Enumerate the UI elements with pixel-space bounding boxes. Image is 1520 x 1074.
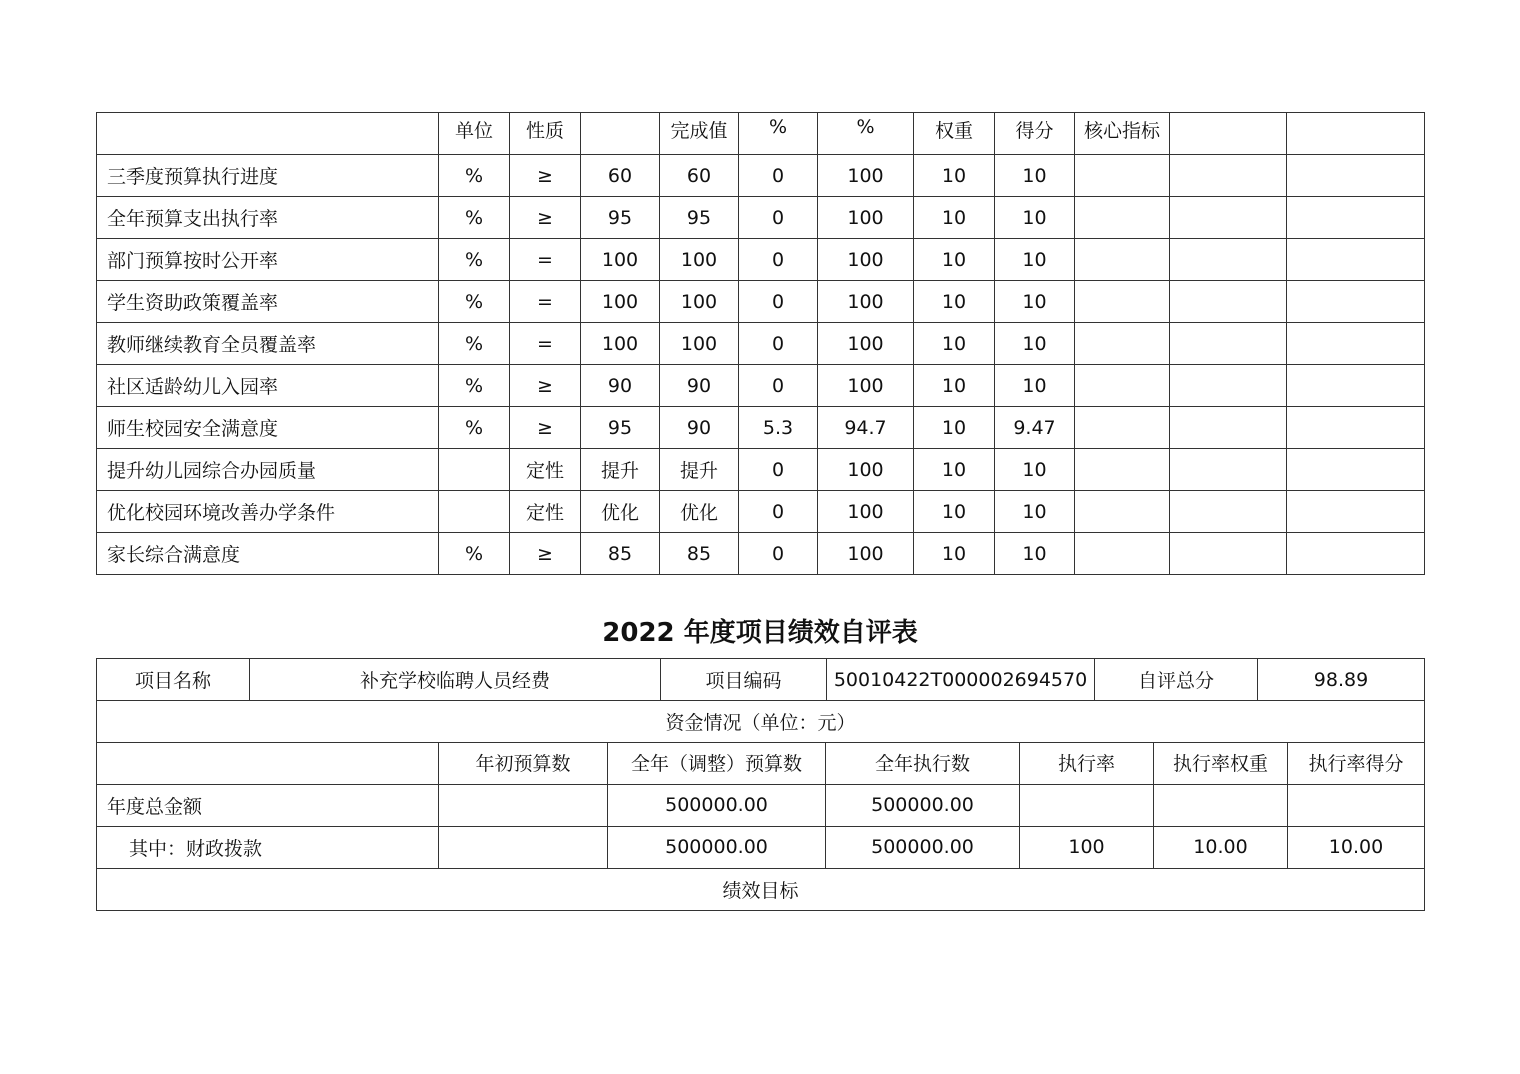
indicator-cell: 100	[818, 533, 914, 575]
indicator-cell: 10	[995, 239, 1075, 281]
indicator-cell: 10	[995, 449, 1075, 491]
indicator-cell	[1170, 533, 1287, 575]
indicator-cell: 10	[995, 491, 1075, 533]
indicator-cell: 90	[581, 365, 660, 407]
indicator-table	[96, 112, 1425, 575]
indicator-cell: 60	[660, 155, 739, 197]
indicator-cell: %	[439, 197, 510, 239]
indicator-cell: 10	[914, 281, 995, 323]
indicator-cell	[1287, 281, 1425, 323]
indicator-cell	[1170, 155, 1287, 197]
funds-cell: 10.00	[1154, 826, 1288, 868]
funds-cell	[1288, 784, 1425, 826]
indicator-cell: 10	[995, 533, 1075, 575]
indicator-cell	[1075, 449, 1170, 491]
indicator-cell	[1287, 491, 1425, 533]
indicator-cell	[1075, 365, 1170, 407]
funds-cell: 10.00	[1288, 826, 1425, 868]
indicator-cell: 10	[995, 281, 1075, 323]
project-code-value: 50010422T000002694570	[827, 659, 1095, 701]
indicator-cell: 100	[818, 365, 914, 407]
indicator-cell: ≥	[510, 407, 581, 449]
indicator-cell	[1075, 155, 1170, 197]
indicator-cell: 优化	[581, 491, 660, 533]
indicator-cell: 100	[660, 281, 739, 323]
indicator-cell: 0	[739, 365, 818, 407]
funds-cell	[439, 826, 608, 868]
indicator-cell: 0	[739, 197, 818, 239]
indicator-cell: 100	[818, 197, 914, 239]
indicator-cell	[1287, 197, 1425, 239]
indicator-cell: 0	[739, 533, 818, 575]
indicator-cell: 提升	[581, 449, 660, 491]
indicator-cell	[1075, 533, 1170, 575]
project-code-label: 项目编码	[661, 659, 827, 701]
indicator-row	[97, 197, 1425, 239]
indicator-cell: 95	[581, 407, 660, 449]
header-cell	[1287, 113, 1425, 155]
indicator-cell: 100	[581, 239, 660, 281]
indicator-cell: 0	[739, 155, 818, 197]
indicator-cell	[1287, 323, 1425, 365]
funds-header-cell: 执行率权重	[1154, 742, 1288, 784]
indicator-name: 师生校园安全满意度	[97, 407, 439, 449]
indicator-cell: 5.3	[739, 407, 818, 449]
header-cell: 核心指标	[1075, 113, 1170, 155]
goals-heading-row	[97, 868, 1425, 910]
indicator-row	[97, 239, 1425, 281]
funds-cell: 500000.00	[608, 784, 826, 826]
indicator-cell	[1170, 407, 1287, 449]
indicator-row	[97, 365, 1425, 407]
indicator-cell: 定性	[510, 449, 581, 491]
indicator-cell: 10	[914, 449, 995, 491]
funds-header-row	[97, 742, 1425, 784]
indicator-cell: 100	[581, 281, 660, 323]
indicator-cell: 10	[914, 323, 995, 365]
funds-heading-row	[97, 701, 1425, 743]
indicator-cell: 10	[914, 239, 995, 281]
funds-header-cell: 执行率得分	[1288, 742, 1425, 784]
indicator-cell	[1287, 155, 1425, 197]
indicator-name: 提升幼儿园综合办园质量	[97, 449, 439, 491]
indicator-cell	[1287, 449, 1425, 491]
indicator-cell: 100	[818, 239, 914, 281]
indicator-cell: 100	[581, 323, 660, 365]
indicator-row	[97, 449, 1425, 491]
indicator-cell	[1075, 281, 1170, 323]
header-cell	[97, 113, 439, 155]
indicator-cell: 90	[660, 365, 739, 407]
funds-header-cell: 年初预算数	[439, 742, 608, 784]
funds-header-cell: 全年执行数	[826, 742, 1020, 784]
indicator-row	[97, 323, 1425, 365]
indicator-cell: 提升	[660, 449, 739, 491]
project-info-table	[96, 658, 1425, 743]
funds-header-cell: 全年（调整）预算数	[608, 742, 826, 784]
header-cell: 完成值	[660, 113, 739, 155]
header-cell	[1170, 113, 1287, 155]
funds-cell: 500000.00	[826, 826, 1020, 868]
header-cell: 性质	[510, 113, 581, 155]
funds-heading: 资金情况（单位：元）	[97, 701, 1425, 743]
indicator-cell	[1075, 491, 1170, 533]
indicator-cell	[1170, 239, 1287, 281]
indicator-cell: 100	[818, 491, 914, 533]
indicator-header-row	[97, 113, 1425, 155]
indicator-cell: 0	[739, 449, 818, 491]
funds-cell	[1020, 784, 1154, 826]
indicator-name: 全年预算支出执行率	[97, 197, 439, 239]
indicator-name: 家长综合满意度	[97, 533, 439, 575]
funds-table	[96, 742, 1425, 911]
self-score-label: 自评总分	[1095, 659, 1258, 701]
indicator-name: 教师继续教育全员覆盖率	[97, 323, 439, 365]
funds-row	[97, 826, 1425, 868]
indicator-cell: =	[510, 281, 581, 323]
indicator-name: 学生资助政策覆盖率	[97, 281, 439, 323]
indicator-cell	[1075, 197, 1170, 239]
indicator-cell: %	[439, 365, 510, 407]
indicator-cell: 100	[660, 323, 739, 365]
indicator-cell: ≥	[510, 155, 581, 197]
indicator-cell: 10	[995, 155, 1075, 197]
indicator-cell: 95	[581, 197, 660, 239]
indicator-cell	[1287, 365, 1425, 407]
form-title: 2022 年度项目绩效自评表	[602, 618, 918, 648]
funds-row-label: 年度总金额	[97, 784, 439, 826]
indicator-cell	[1075, 239, 1170, 281]
indicator-row	[97, 281, 1425, 323]
goals-heading: 绩效目标	[97, 868, 1425, 910]
indicator-cell	[1170, 365, 1287, 407]
project-name-label: 项目名称	[97, 659, 250, 701]
indicator-cell: 10	[995, 323, 1075, 365]
header-cell: 权重	[914, 113, 995, 155]
indicator-cell	[1170, 491, 1287, 533]
header-cell: %	[818, 113, 914, 155]
indicator-cell: 10	[995, 197, 1075, 239]
indicator-cell: ≥	[510, 365, 581, 407]
indicator-row	[97, 491, 1425, 533]
indicator-cell	[1075, 323, 1170, 365]
project-info-row	[97, 659, 1425, 701]
indicator-cell: 90	[660, 407, 739, 449]
indicator-name: 社区适龄幼儿入园率	[97, 365, 439, 407]
indicator-cell: 0	[739, 323, 818, 365]
indicator-cell: 94.7	[818, 407, 914, 449]
indicator-cell: 100	[818, 155, 914, 197]
funds-cell	[439, 784, 608, 826]
indicator-cell	[1287, 407, 1425, 449]
indicator-cell: %	[439, 155, 510, 197]
indicator-cell	[1287, 239, 1425, 281]
indicator-cell: ≥	[510, 197, 581, 239]
indicator-cell: 100	[818, 449, 914, 491]
indicator-cell: 10	[914, 407, 995, 449]
indicator-cell: 100	[660, 239, 739, 281]
indicator-cell: 10	[914, 155, 995, 197]
indicator-row	[97, 407, 1425, 449]
indicator-row	[97, 155, 1425, 197]
indicator-cell: ≥	[510, 533, 581, 575]
indicator-name: 三季度预算执行进度	[97, 155, 439, 197]
funds-cell: 500000.00	[608, 826, 826, 868]
indicator-cell	[439, 491, 510, 533]
self-score-value: 98.89	[1258, 659, 1425, 701]
funds-cell: 500000.00	[826, 784, 1020, 826]
indicator-cell: 9.47	[995, 407, 1075, 449]
header-cell: 得分	[995, 113, 1075, 155]
indicator-cell: 0	[739, 281, 818, 323]
indicator-cell	[1075, 407, 1170, 449]
indicator-cell: 60	[581, 155, 660, 197]
indicator-cell: =	[510, 239, 581, 281]
indicator-cell: %	[439, 281, 510, 323]
funds-header-cell: 执行率	[1020, 742, 1154, 784]
indicator-cell	[1170, 281, 1287, 323]
project-name-value: 补充学校临聘人员经费	[250, 659, 661, 701]
header-cell: 单位	[439, 113, 510, 155]
indicator-cell: 85	[581, 533, 660, 575]
indicator-cell	[439, 449, 510, 491]
indicator-cell	[1170, 323, 1287, 365]
indicator-cell: %	[439, 533, 510, 575]
indicator-cell: %	[439, 239, 510, 281]
indicator-name: 优化校园环境改善办学条件	[97, 491, 439, 533]
funds-cell	[1154, 784, 1288, 826]
funds-row-label: 其中：财政拨款	[97, 826, 439, 868]
indicator-row	[97, 533, 1425, 575]
indicator-cell: 定性	[510, 491, 581, 533]
indicator-cell: 优化	[660, 491, 739, 533]
indicator-cell: 10	[995, 365, 1075, 407]
indicator-cell: %	[439, 407, 510, 449]
indicator-cell: 10	[914, 365, 995, 407]
indicator-cell: 10	[914, 533, 995, 575]
indicator-cell	[1170, 449, 1287, 491]
funds-header-cell	[97, 742, 439, 784]
indicator-cell: 10	[914, 197, 995, 239]
indicator-cell: 100	[818, 323, 914, 365]
funds-row	[97, 784, 1425, 826]
indicator-name: 部门预算按时公开率	[97, 239, 439, 281]
indicator-cell: %	[439, 323, 510, 365]
indicator-cell: 0	[739, 239, 818, 281]
indicator-cell: 95	[660, 197, 739, 239]
indicator-cell	[1287, 533, 1425, 575]
indicator-cell: 85	[660, 533, 739, 575]
funds-cell: 100	[1020, 826, 1154, 868]
header-cell: %	[739, 113, 818, 155]
indicator-cell: =	[510, 323, 581, 365]
header-cell	[581, 113, 660, 155]
indicator-cell	[1170, 197, 1287, 239]
indicator-cell: 100	[818, 281, 914, 323]
indicator-cell: 0	[739, 491, 818, 533]
indicator-cell: 10	[914, 491, 995, 533]
